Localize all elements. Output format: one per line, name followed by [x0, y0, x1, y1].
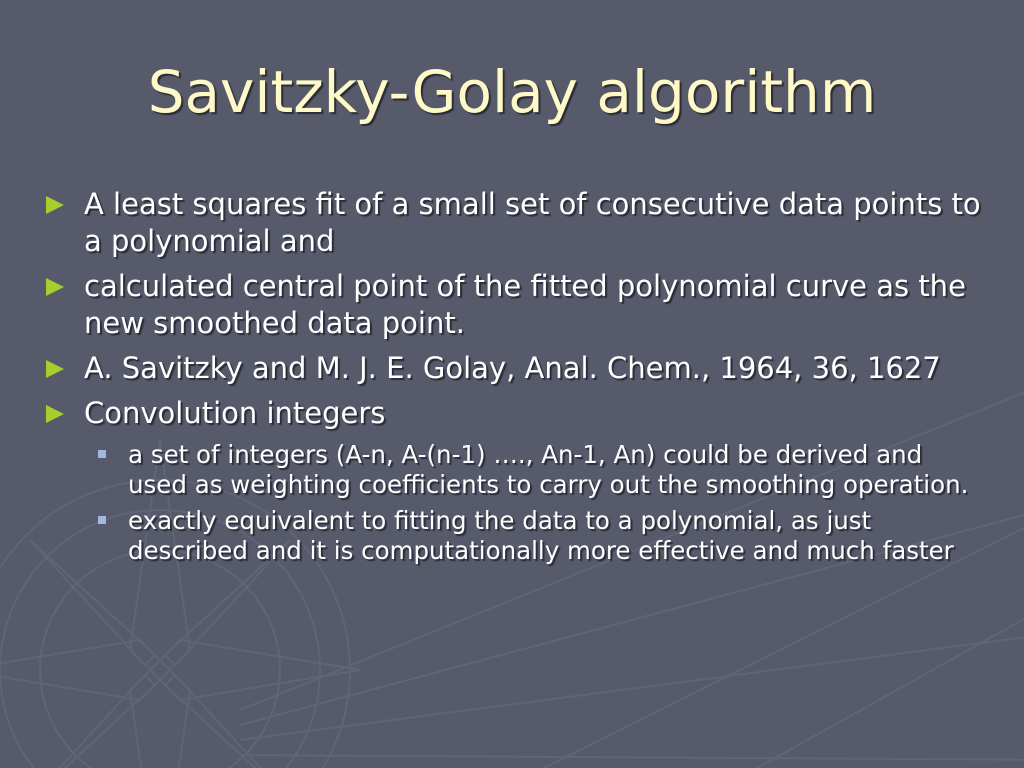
bullet-text: calculated central point of the fitted polynomial curve as the new smoothed data point.: [84, 269, 966, 340]
sub-bullet-text: exactly equivalent to fitting the data to a polynomial, as just described and it is computationally more effective and much faster: [128, 506, 954, 565]
slide-title: Savitzky-Golay algorithm: [147, 58, 877, 126]
sub-bullet-item: [44, 506, 984, 566]
square-icon: [98, 450, 106, 458]
bullet-text: A. Savitzky and M. J. E. Golay, Anal. Chem., 1964, 36, 1627: [84, 351, 941, 385]
bullet-item: [44, 186, 984, 260]
square-icon: [98, 516, 106, 524]
triangle-right-icon: [46, 360, 64, 378]
bullet-item: [44, 395, 984, 432]
sub-bullet-item: [44, 440, 984, 500]
bullet-item: [44, 350, 984, 387]
bullet-item: [44, 268, 984, 342]
bullet-list: [44, 186, 984, 572]
triangle-right-icon: [46, 278, 64, 296]
sub-bullet-text: a set of integers (A-n, A-(n-1) …., An-1, An) could be derived and used as weighting coefficients to carry out the smoothing operation.: [128, 440, 969, 499]
bullet-text: Convolution integers: [84, 396, 386, 430]
triangle-right-icon: [46, 405, 64, 423]
bullet-text: A least squares fit of a small set of consecutive data points to a polynomial and: [84, 187, 981, 258]
triangle-right-icon: [46, 196, 64, 214]
